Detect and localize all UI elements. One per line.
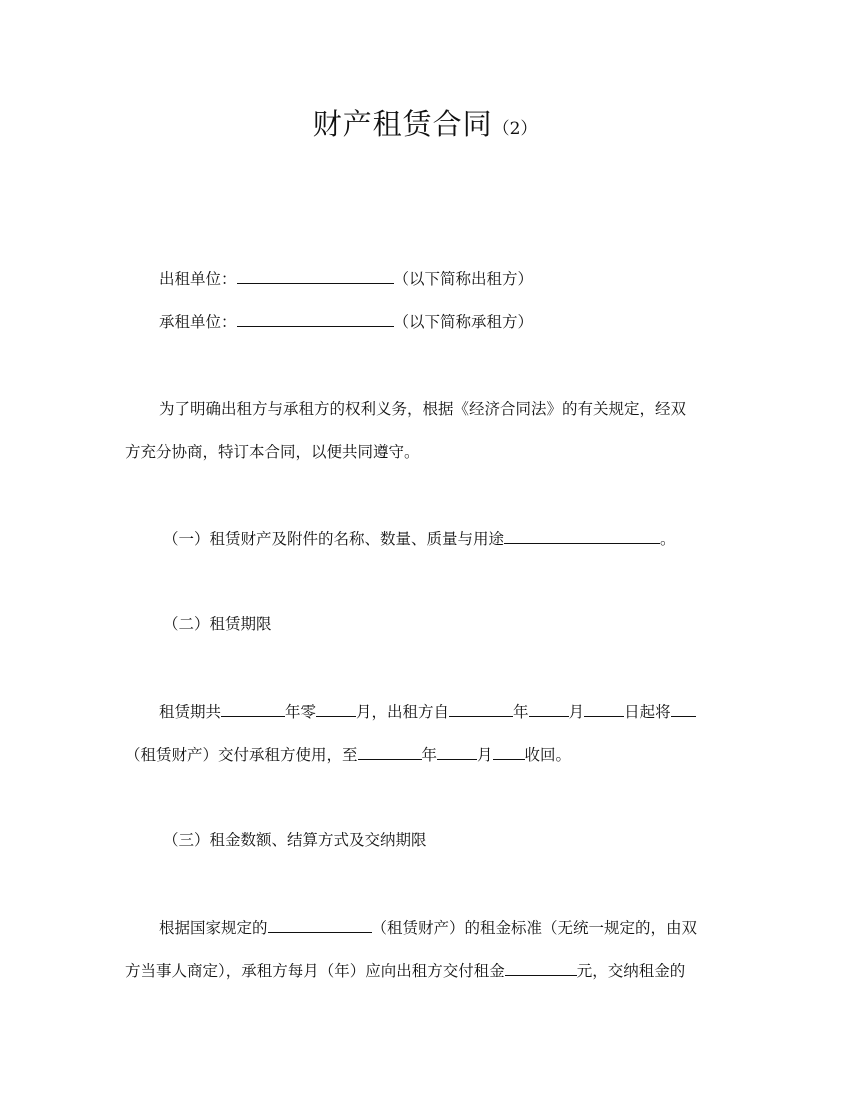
term-text: 年零 [285,703,317,721]
lessee-line [159,311,533,332]
end-month-blank[interactable] [437,744,477,760]
term-text: 租赁期共 [159,703,222,721]
start-month-blank[interactable] [529,701,569,717]
term-text: 月 [568,703,585,721]
end-year-blank[interactable] [358,744,422,760]
section-1 [163,528,676,549]
term-years-blank[interactable] [221,701,285,717]
lessor-blank[interactable] [237,268,394,284]
section-2-heading: （二）租赁期限 [163,615,272,633]
term-line-1 [159,701,696,722]
term-text: 月，出租方自 [356,703,450,721]
term-text: 日起将 [624,703,671,721]
start-day-blank[interactable] [584,701,624,717]
lessor-label: 出租单位： [159,270,237,288]
rent-text: 元，交纳租金的 [576,962,686,980]
term-months-blank[interactable] [316,701,356,717]
lessor-note: （以下简称出租方） [393,270,534,288]
section-1-text: （一）租赁财产及附件的名称、数量、质量与用途 [163,530,505,548]
term-text: 收回。 [524,746,572,764]
document-title [0,102,850,143]
section-1-end: 。 [660,530,676,548]
rent-text: （租赁财产）的租金标准（无统一规定的，由双 [371,919,698,937]
title-suffix: （2） [492,119,538,139]
rent-line-1 [159,917,697,938]
rent-line-2 [125,960,685,981]
term-line-2 [125,744,571,765]
rent-text: 根据国家规定的 [159,919,268,937]
lessee-blank[interactable] [237,311,394,327]
rent-amount-blank[interactable] [505,960,577,976]
term-text: 年 [421,746,438,764]
term-text: （租赁财产）交付承租方使用，至 [125,746,358,764]
intro-line-1: 为了明确出租方与承租方的权利义务，根据《经济合同法》的有关规定，经双 [159,400,687,418]
start-year-blank[interactable] [449,701,513,717]
intro-line-2: 方充分协商，特订本合同，以便共同遵守。 [125,443,420,461]
term-text: 年 [513,703,529,721]
property-blank[interactable] [671,701,696,717]
rent-text: 方当事人商定），承租方每月（年）应向出租方交付租金 [125,962,505,980]
section-3-heading: （三）租金数额、结算方式及交纳期限 [163,831,427,849]
lessee-label: 承租单位： [159,313,237,331]
section-1-blank[interactable] [504,528,660,544]
end-day-blank[interactable] [493,744,525,760]
term-text: 月 [477,746,493,764]
title-text: 财产租赁合同 [312,107,493,141]
lessee-note: （以下简称承租方） [393,313,534,331]
rent-standard-blank[interactable] [268,917,372,933]
lessor-line [159,268,533,289]
